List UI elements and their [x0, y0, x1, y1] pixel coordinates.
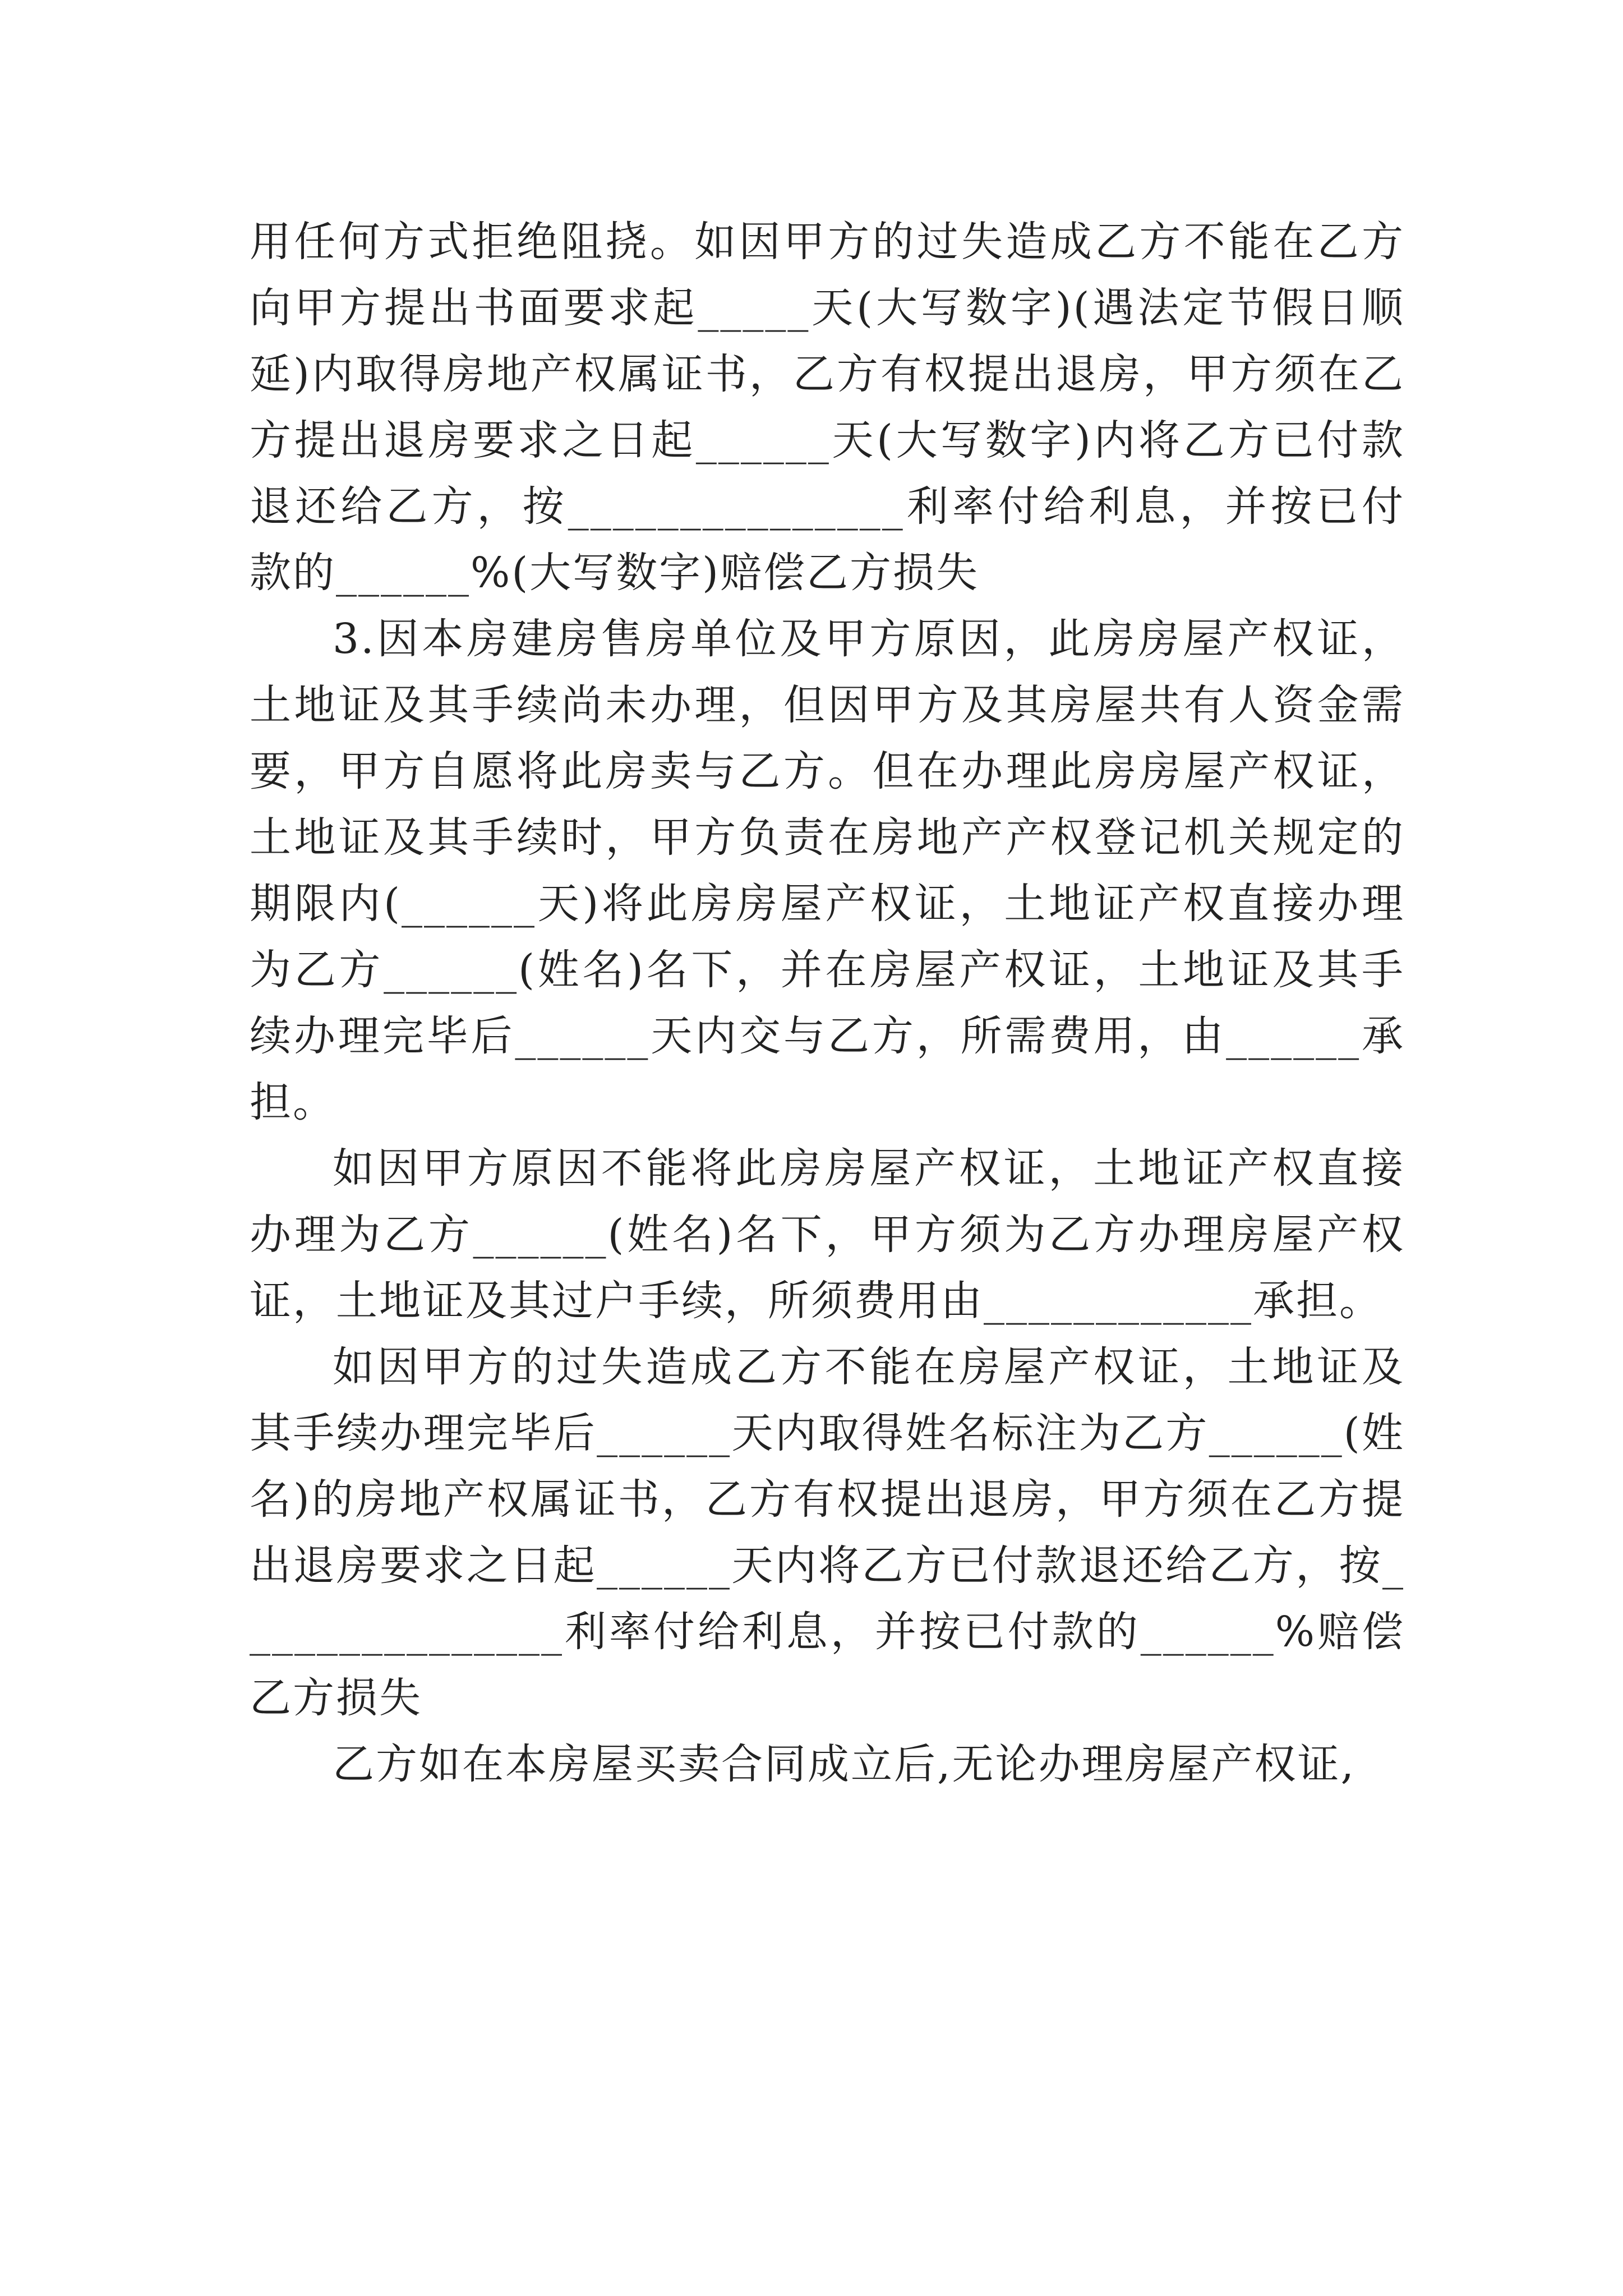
paragraph-buyer-obligation: 乙方如在本房屋买卖合同成立后,无论办理房屋产权证, — [333, 1740, 1356, 1788]
contract-body — [250, 209, 1405, 1797]
paragraph-transfer-failure: 如因甲方原因不能将此房房屋产权证，土地证产权直接办理为乙方______(姓名)名下，甲方须为乙方办理房屋产权证，土地证及其过户手续，所须费用由____________承担。 — [250, 1144, 1405, 1325]
paragraph-refund-terms: 如因甲方的过失造成乙方不能在房屋产权证，土地证及其手续办理完毕后______天内取得姓名标注为乙方______(姓名)的房地产权属证书，乙方有权提出退房，甲方须在乙方提出退房要求之日起______天内将乙方已付款退还给乙方，按_______________利率付给利息，并按已付款的______%赔偿乙方损失 — [250, 1343, 1405, 1722]
paragraph-clause-3: 3.因本房建房售房单位及甲方原因，此房房屋产权证，土地证及其手续尚未办理，但因甲方及其房屋共有人资金需要，甲方自愿将此房卖与乙方。但在办理此房房屋产权证，土地证及其手续时，甲方负责在房地产产权登记机关规定的期限内(______天)将此房房屋产权证，土地证产权直接办理为乙方______(姓名)名下，并在房屋产权证，土地证及其手续办理完毕后______天内交与乙方，所需费用，由______承担。 — [250, 615, 1405, 1126]
paragraph-continuation: 用任何方式拒绝阻挠。如因甲方的过失造成乙方不能在乙方向甲方提出书面要求起_____天(大写数字)(遇法定节假日顺延)内取得房地产权属证书，乙方有权提出退房，甲方须在乙方提出退房要求之日起______天(大写数字)内将乙方已付款退还给乙方，按_______________利率付给利息，并按已付款的______%(大写数字)赔偿乙方损失 — [250, 218, 1405, 597]
